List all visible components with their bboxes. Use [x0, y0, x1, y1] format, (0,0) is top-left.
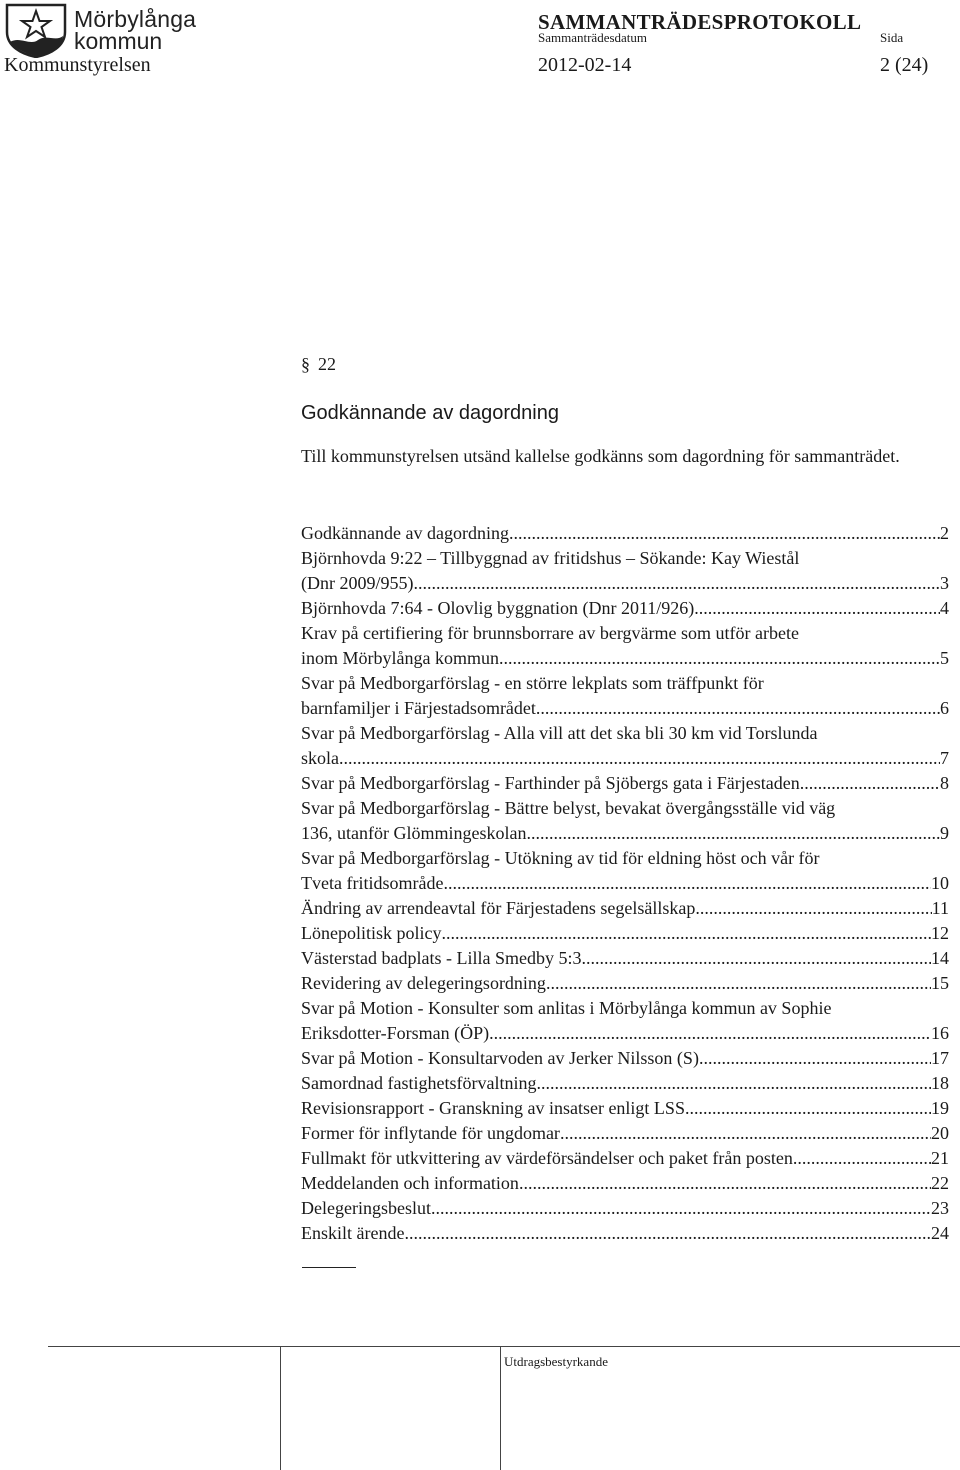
- dot-leader: [793, 1146, 931, 1171]
- dot-leader: [499, 646, 940, 671]
- agenda-item-page: 19: [931, 1098, 949, 1118]
- dot-leader: [536, 1071, 931, 1096]
- agenda-item: [301, 1096, 949, 1121]
- agenda-item: [301, 596, 949, 621]
- section-symbol: §: [301, 354, 310, 374]
- agenda-item-page: 22: [931, 1173, 949, 1193]
- agenda-item-title: Meddelanden och information: [301, 1173, 519, 1193]
- agenda-item: [301, 971, 949, 996]
- agenda-item-line: [301, 1146, 949, 1171]
- agenda-item-page: 24: [931, 1223, 949, 1243]
- agenda-item-title: Enskilt ärende: [301, 1223, 405, 1243]
- agenda-item-title: (Dnr 2009/955): [301, 573, 414, 593]
- meeting-date-label: Sammanträdesdatum: [538, 30, 648, 45]
- agenda-item: [301, 1171, 949, 1196]
- dot-leader: [560, 1121, 931, 1146]
- dot-leader: [536, 696, 940, 721]
- footer-column-divider: [280, 1346, 281, 1470]
- dot-leader: [519, 1171, 931, 1196]
- agenda-item-page: 7: [940, 748, 949, 768]
- agenda-item: [301, 546, 949, 596]
- dot-leader: [509, 521, 940, 546]
- dot-leader: [546, 971, 931, 996]
- footer-divider: [48, 1346, 960, 1347]
- agenda-item-title: Revisionsrapport - Granskning av insatser enligt LSS: [301, 1098, 685, 1118]
- agenda-item-title: Fullmakt för utkvittering av värdeförsändelser och paket från posten: [301, 1148, 793, 1168]
- agenda-item: [301, 946, 949, 971]
- agenda-item-line: [301, 871, 949, 896]
- agenda-item-page: 15: [931, 973, 949, 993]
- agenda-item-page: 10: [931, 873, 949, 893]
- agenda-list: [301, 521, 949, 1246]
- agenda-item-text: Svar på Motion - Konsulter som anlitas i Mörbylånga kommun av Sophie: [301, 998, 832, 1018]
- agenda-item-line: [301, 896, 949, 921]
- dot-leader: [441, 921, 931, 946]
- agenda-item-line: [301, 1071, 949, 1096]
- agenda-item-title: skola: [301, 748, 339, 768]
- dot-leader: [404, 1221, 931, 1246]
- agenda-item-page: 18: [931, 1073, 949, 1093]
- agenda-item-text: Svar på Medborgarförslag - Utökning av tid för eldning höst och vår för: [301, 848, 820, 868]
- end-rule: [302, 1267, 356, 1268]
- agenda-item-title: Ändring av arrendeavtal för Färjestadens segelsällskap: [301, 898, 696, 918]
- agenda-item-page: 2: [940, 523, 949, 543]
- document-title: SAMMANTRÄDESPROTOKOLL: [538, 10, 862, 34]
- agenda-item-text: Björnhovda 9:22 – Tillbyggnad av fritidshus – Sökande: Kay Wiestål: [301, 548, 800, 568]
- agenda-item-page: 3: [940, 573, 949, 593]
- agenda-item: [301, 1046, 949, 1071]
- dot-leader: [685, 1096, 931, 1121]
- agenda-item-title: Svar på Medborgarförslag - Farthinder på Sjöbergs gata i Färjestaden: [301, 773, 800, 793]
- agenda-item-line: [301, 1196, 949, 1221]
- dot-leader: [800, 771, 940, 796]
- municipality-logo: [4, 2, 234, 58]
- agenda-item-line: [301, 521, 949, 546]
- agenda-item-line: [301, 596, 949, 621]
- agenda-item-title: Svar på Motion - Konsultarvoden av Jerker Nilsson (S): [301, 1048, 699, 1068]
- agenda-item-line: [301, 1171, 949, 1196]
- agenda-item: [301, 721, 949, 771]
- agenda-item-title: Tveta fritidsområde: [301, 873, 444, 893]
- dot-leader: [694, 596, 940, 621]
- agenda-item-page: 8: [940, 773, 949, 793]
- agenda-item: [301, 621, 949, 671]
- footer-column-divider: [500, 1346, 501, 1470]
- coat-of-arms-icon: [4, 2, 68, 58]
- agenda-item-page: 9: [940, 823, 949, 843]
- agenda-item-line: [301, 571, 949, 596]
- dot-leader: [339, 746, 940, 771]
- agenda-item: [301, 921, 949, 946]
- dot-leader: [489, 1021, 931, 1046]
- agenda-item-page: 14: [931, 948, 949, 968]
- agenda-item-title: Revidering av delegeringsordning: [301, 973, 546, 993]
- agenda-item-line: [301, 746, 949, 771]
- dot-leader: [581, 946, 931, 971]
- agenda-item-page: 17: [931, 1048, 949, 1068]
- agenda-item-line: [301, 946, 949, 971]
- agenda-item-text: Svar på Medborgarförslag - en större lekplats som träffpunkt för: [301, 673, 764, 693]
- agenda-item: [301, 1196, 949, 1221]
- agenda-item-line: [301, 1021, 949, 1046]
- agenda-item-line: [301, 921, 949, 946]
- agenda-item-text: Krav på certifiering för brunnsborrare av bergvärme som utför arbete: [301, 623, 799, 643]
- agenda-item-line: [301, 646, 949, 671]
- agenda-item-text: Svar på Medborgarförslag - Bättre belyst, bevakat övergångsställe vid väg: [301, 798, 836, 818]
- organization-name: Kommunstyrelsen: [4, 54, 151, 76]
- dot-leader: [526, 821, 940, 846]
- agenda-item-title: inom Mörbylånga kommun: [301, 648, 499, 668]
- decision-text: Till kommunstyrelsen utsänd kallelse godkänns som dagordning för sammanträdet.: [301, 446, 900, 466]
- dot-leader: [413, 571, 940, 596]
- agenda-item: [301, 1221, 949, 1246]
- agenda-item-page: 5: [940, 648, 949, 668]
- agenda-item-line: [301, 1121, 949, 1146]
- page-number: 2 (24): [880, 54, 929, 76]
- agenda-item-text: Svar på Medborgarförslag - Alla vill att det ska bli 30 km vid Torslunda: [301, 723, 818, 743]
- section-number: 22: [318, 354, 336, 374]
- dot-leader: [699, 1046, 931, 1071]
- agenda-item: [301, 796, 949, 846]
- agenda-item: [301, 1121, 949, 1146]
- agenda-item-line: [301, 1046, 949, 1071]
- agenda-item: [301, 1071, 949, 1096]
- agenda-item-title: Godkännande av dagordning: [301, 523, 509, 543]
- agenda-item: [301, 896, 949, 921]
- agenda-item-page: 4: [940, 598, 949, 618]
- agenda-item: [301, 521, 949, 546]
- meeting-date: 2012-02-14: [538, 54, 632, 76]
- agenda-item-page: 12: [931, 923, 949, 943]
- agenda-item-title: Västerstad badplats - Lilla Smedby 5:3: [301, 948, 582, 968]
- agenda-item-title: Lönepolitisk policy: [301, 923, 442, 943]
- certification-label: Utdragsbestyrkande: [504, 1354, 608, 1369]
- agenda-item-page: 23: [931, 1198, 949, 1218]
- agenda-item-page: 21: [931, 1148, 949, 1168]
- section-heading: Godkännande av dagordning: [301, 402, 559, 424]
- agenda-item-line: [301, 1221, 949, 1246]
- agenda-item-page: 16: [931, 1023, 949, 1043]
- dot-leader: [695, 896, 931, 921]
- agenda-item-title: barnfamiljer i Färjestadsområdet: [301, 698, 536, 718]
- agenda-item: [301, 771, 949, 796]
- agenda-item-line: [301, 771, 949, 796]
- agenda-item-line: [301, 1096, 949, 1121]
- agenda-item: [301, 671, 949, 721]
- agenda-item-title: Eriksdotter-Forsman (ÖP): [301, 1023, 490, 1043]
- agenda-item-line: [301, 821, 949, 846]
- agenda-item: [301, 846, 949, 896]
- agenda-item-page: 11: [931, 898, 949, 918]
- dot-leader: [431, 1196, 931, 1221]
- agenda-item-line: [301, 971, 949, 996]
- agenda-item-title: Samordnad fastighetsförvaltning: [301, 1073, 537, 1093]
- agenda-item-page: 6: [940, 698, 949, 718]
- agenda-item: [301, 1146, 949, 1171]
- agenda-item-page: 20: [931, 1123, 949, 1143]
- page-label: Sida: [880, 30, 904, 45]
- agenda-item-line: [301, 696, 949, 721]
- logo-text-line1: Mörbylånga: [74, 6, 197, 32]
- logo-text-line2: kommun: [74, 28, 163, 54]
- agenda-item-title: Former för inflytande för ungdomar: [301, 1123, 560, 1143]
- agenda-item-title: 136, utanför Glömmingeskolan: [301, 823, 527, 843]
- agenda-item: [301, 996, 949, 1046]
- agenda-item-title: Björnhovda 7:64 - Olovlig byggnation (Dnr 2011/926): [301, 598, 695, 618]
- dot-leader: [443, 871, 931, 896]
- agenda-item-title: Delegeringsbeslut: [301, 1198, 431, 1218]
